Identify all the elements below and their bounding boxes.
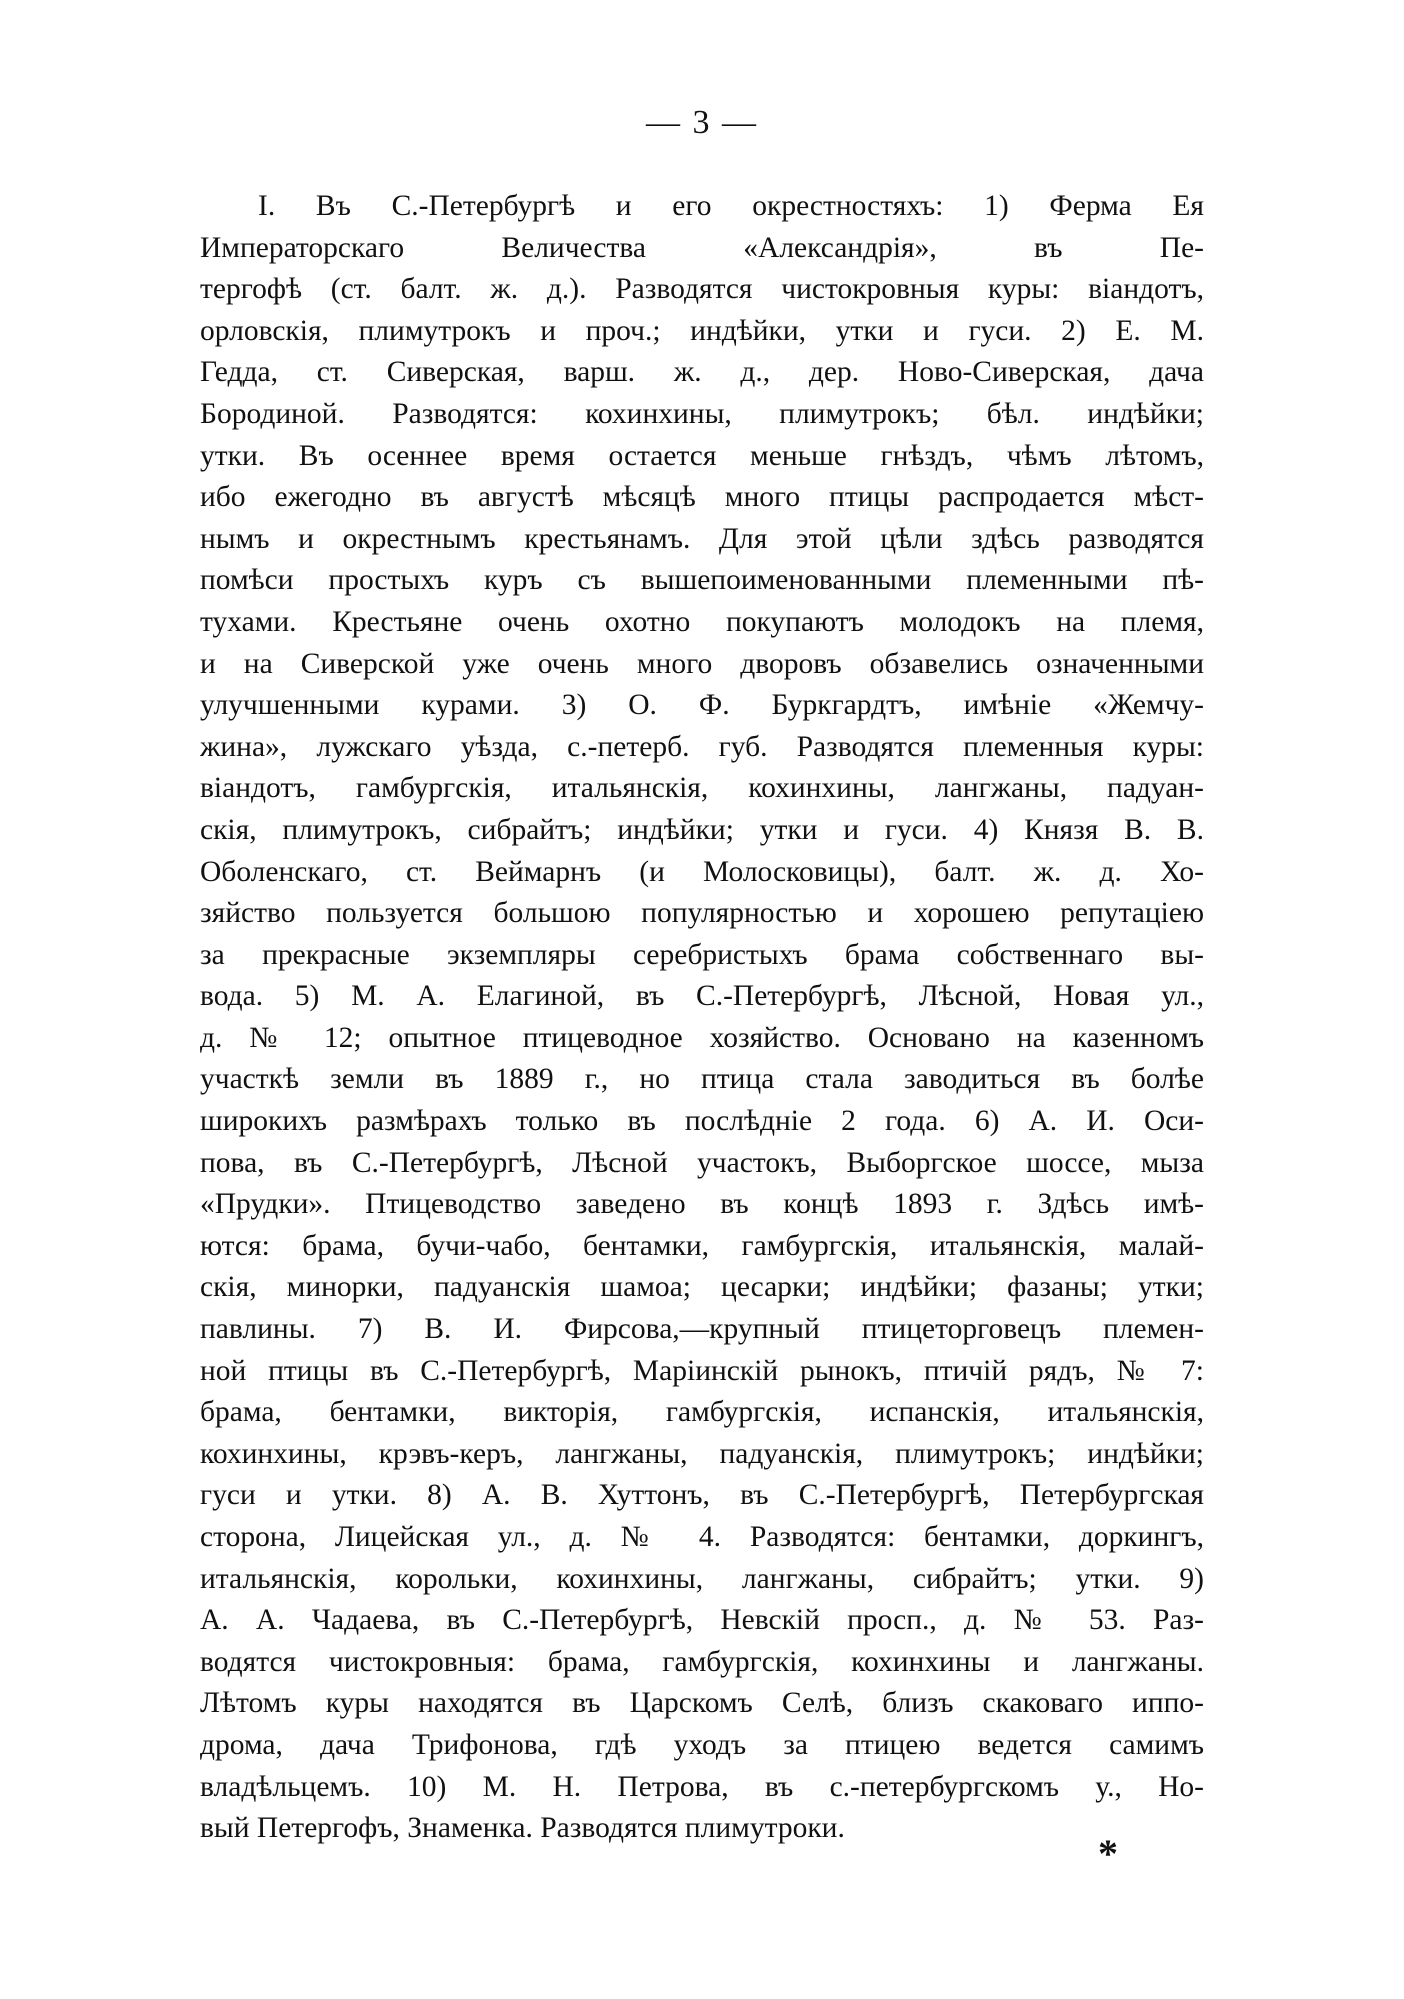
text-line: улучшенными курами. 3) О. Ф. Буркгардтъ, имѣніе «Жемчу-	[200, 689, 1204, 722]
text-line: Оболенскаго, ст. Веймарнъ (и Молосковицы), балт. ж. д. Хо-	[200, 855, 1204, 888]
text-line: скія, минорки, падуанскія шамоа; цесарки; индѣйки; фазаны; утки;	[200, 1271, 1204, 1304]
text-line: вый Петергофъ, Знаменка. Разводятся плимутроки.	[200, 1812, 845, 1845]
text-line: павлины. 7) В. И. Фирсова,—крупный птицеторговецъ племен-	[200, 1313, 1204, 1346]
text-line: Гедда, ст. Сиверская, варш. ж. д., дер. Ново-Сиверская, дача	[200, 356, 1204, 389]
text-line: тергофѣ (ст. балт. ж. д.). Разводятся чистокровныя куры: віандотъ,	[200, 273, 1204, 306]
text-line: д. № 12; опытное птицеводное хозяйство. Основано на казенномъ	[200, 1021, 1204, 1054]
text-line: владѣльцемъ. 10) М. Н. Петрова, въ с.-петербургскомъ у., Но-	[200, 1770, 1204, 1803]
text-line: кохинхины, крэвъ-керъ, лангжаны, падуанскія, плимутрокъ; индѣйки;	[200, 1437, 1204, 1470]
text-line: Бородиной. Разводятся: кохинхины, плимутрокъ; бѣл. индѣйки;	[200, 397, 1204, 430]
text-line: и на Сиверской уже очень много дворовъ обзавелись означенными	[200, 647, 1204, 680]
text-line: вода. 5) М. А. Елагиной, въ С.-Петербургѣ, Лѣсной, Новая ул.,	[200, 980, 1204, 1013]
text-line: I. Въ С.-Петербургѣ и его окрестностяхъ: 1) Ферма Ея	[258, 190, 1204, 222]
footer-asterisk: *	[1098, 1831, 1118, 1876]
text-line: ибо ежегодно въ августѣ мѣсяцѣ много птицы распродается мѣст-	[200, 481, 1204, 514]
page-number: — 3 —	[646, 104, 758, 141]
text-line: «Прудки». Птицеводство заведено въ концѣ 1893 г. Здѣсь имѣ-	[200, 1188, 1204, 1221]
text-line: участкѣ земли въ 1889 г., но птица стала заводиться въ болѣе	[200, 1063, 1204, 1096]
text-line: орловскія, плимутрокъ и проч.; индѣйки, утки и гуси. 2) Е. М.	[200, 314, 1204, 347]
body-text	[200, 186, 1204, 1850]
text-line: зяйство пользуется большою популярностью и хорошею репутаціею	[200, 897, 1204, 930]
text-line: А. А. Чадаева, въ С.-Петербургѣ, Невскій просп., д. № 53. Раз-	[200, 1604, 1204, 1637]
text-line: итальянскія, корольки, кохинхины, лангжаны, сибрайтъ; утки. 9)	[200, 1562, 1204, 1595]
text-line: нымъ и окрестнымъ крестьянамъ. Для этой цѣли здѣсь разводятся	[200, 522, 1204, 555]
text-line: водятся чистокровныя: брама, гамбургскія, кохинхины и лангжаны.	[200, 1645, 1204, 1678]
text-line: тухами. Крестьяне очень охотно покупаютъ молодокъ на племя,	[200, 605, 1204, 638]
text-line: дрома, дача Трифонова, гдѣ уходъ за птицею ведется самимъ	[200, 1728, 1204, 1761]
text-line: пова, въ С.-Петербургѣ, Лѣсной участокъ, Выборгское шоссе, мыза	[200, 1146, 1204, 1179]
text-line: сторона, Лицейская ул., д. № 4. Разводятся: бентамки, доркингъ,	[200, 1521, 1204, 1553]
text-line: утки. Въ осеннее время остается меньше гнѣздъ, чѣмъ лѣтомъ,	[200, 439, 1204, 472]
text-line: жина», лужскаго уѣзда, с.-петерб. губ. Разводятся племенныя куры:	[200, 730, 1204, 763]
text-line: помѣси простыхъ куръ съ вышепоименованными племенными пѣ-	[200, 564, 1204, 597]
text-line: Императорскаго Величества «Александрія», въ Пе-	[200, 231, 1204, 264]
text-line: за прекрасные экземпляры серебристыхъ брама собственнаго вы-	[200, 938, 1204, 971]
text-line: гуси и утки. 8) А. В. Хуттонъ, въ С.-Петербургѣ, Петербургская	[200, 1479, 1204, 1512]
text-line: ной птицы въ С.-Петербургѣ, Маріинскій рынокъ, птичій рядъ, № 7:	[200, 1354, 1204, 1387]
text-line: скія, плимутрокъ, сибрайтъ; индѣйки; утки и гуси. 4) Князя В. В.	[200, 813, 1204, 846]
text-line: широкихъ размѣрахъ только въ послѣдніе 2 года. 6) А. И. Оси-	[200, 1105, 1204, 1138]
text-line: ются: брама, бучи-чабо, бентамки, гамбургскія, итальянскія, малай-	[200, 1229, 1204, 1262]
text-line: брама, бентамки, викторія, гамбургскія, испанскія, итальянскія,	[200, 1396, 1204, 1429]
text-line: віандотъ, гамбургскія, итальянскія, кохинхины, лангжаны, падуан-	[200, 772, 1204, 805]
text-line: Лѣтомъ куры находятся въ Царскомъ Селѣ, близъ скаковаго иппо-	[200, 1687, 1204, 1720]
